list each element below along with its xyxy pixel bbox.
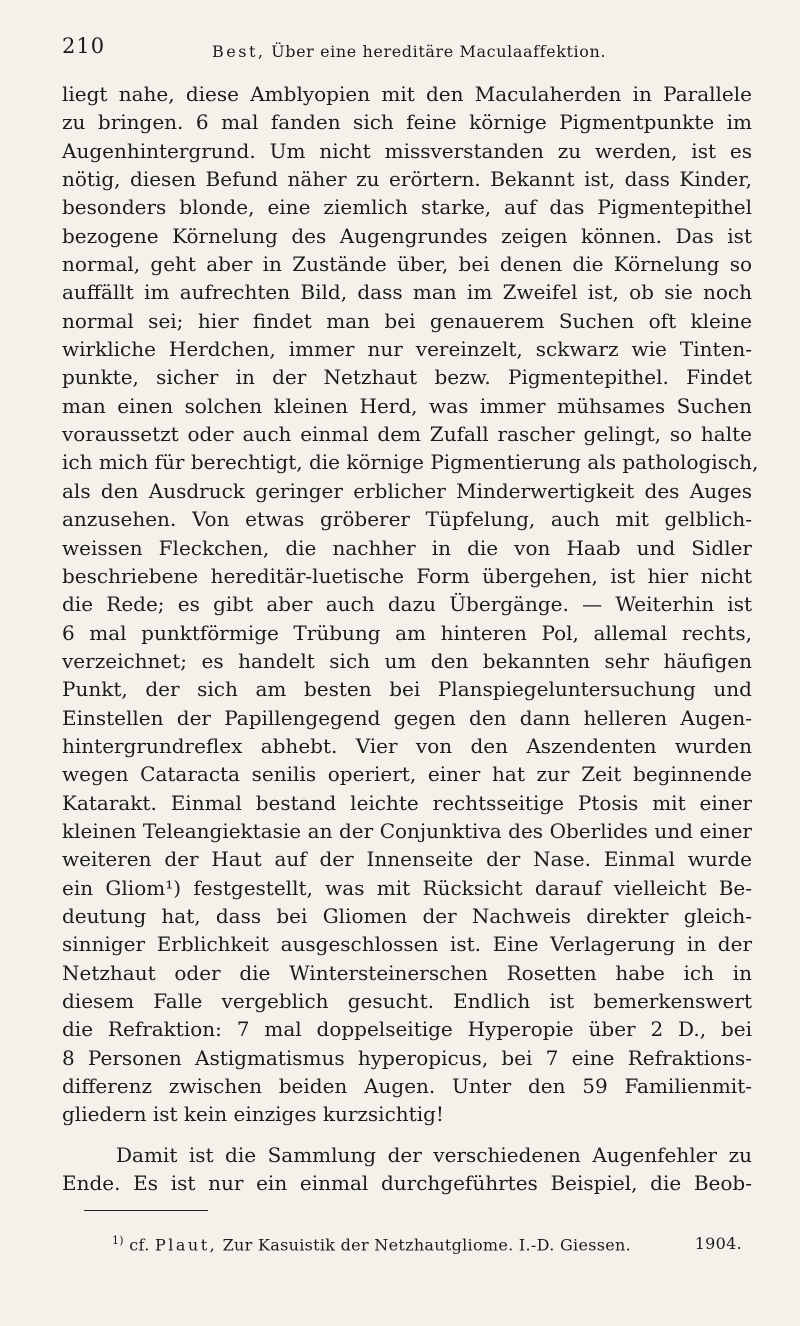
text-line: Katarakt. Einmal bestand leichte rechtsseitige Ptosis mit einer — [62, 790, 752, 815]
text-line: man einen solchen kleinen Herd, was immer mühsames Suchen — [62, 393, 752, 418]
text-line: diesem Falle vergeblich gesucht. Endlich ist bemerkenswert — [62, 989, 752, 1013]
running-head — [212, 42, 606, 61]
text-line: anzusehen. Von etwas gröberer Tüpfelung, auch mit gelblich- — [62, 507, 752, 532]
text-line: normal sei; hier findet man bei genauerem Suchen oft kleine — [62, 308, 752, 333]
footnote-prefix: cf. — [129, 1235, 150, 1255]
text-line: Damit ist die Sammlung der verschiedenen Augenfehler zu — [116, 1142, 752, 1167]
text-line: voraussetzt oder auch einmal dem Zufall rascher gelingt, so halte — [62, 422, 752, 447]
text-line: weiteren der Haut auf der Innenseite der Nase. Einmal wurde — [62, 847, 752, 872]
text-line: ein Gliom¹) festgestellt, was mit Rücksicht darauf vielleicht Be- — [62, 875, 752, 900]
text-line: beschriebene hereditär-luetische Form übergehen, ist hier nicht — [62, 563, 752, 588]
text-line: Netzhaut oder die Wintersteinerschen Rosetten habe ich in — [62, 960, 752, 985]
footnote-text: Zur Kasuistik der Netzhautgliome. I.-D. Giessen. — [222, 1235, 632, 1255]
text-line: die Refraktion: 7 mal doppelseitige Hyperopie über 2 D., bei — [62, 1017, 752, 1042]
body-text — [62, 80, 759, 1197]
text-line: 6 mal punktförmige Trübung am hinteren Pol, allemal rechts, — [62, 620, 752, 645]
text-line: sinniger Erblichkeit ausgeschlossen ist. Eine Verlagerung in der — [62, 932, 752, 957]
page-number: 210 — [62, 34, 106, 58]
text-line: kleinen Teleangiektasie an der Conjunktiva des Oberlides und einer — [62, 818, 752, 843]
page-header — [62, 34, 762, 64]
text-line: 8 Personen Astigmatismus hyperopicus, bei 7 eine Refraktions- — [62, 1045, 752, 1070]
text-line: deutung hat, dass bei Gliomen der Nachweis direkter gleich- — [62, 903, 752, 928]
text-line: hintergrundreflex abhebt. Vier von den Aszendenten wurden — [62, 733, 752, 758]
text-line: liegt nahe, diese Amblyopien mit den Maculaherden in Parallele — [62, 82, 752, 106]
text-line: normal, geht aber in Zustände über, bei denen die Körnelung so — [62, 252, 752, 277]
text-line: weissen Fleckchen, die nachher in die von Haab und Sidler — [62, 535, 752, 560]
footnote-author: Plaut, — [154, 1235, 218, 1255]
text-line: Einstellen der Papillengegend gegen den dann helleren Augen- — [62, 705, 752, 730]
footnote — [112, 1234, 752, 1254]
text-line: auffällt im aufrechten Bild, dass man im Zweifel ist, ob sie noch — [62, 280, 752, 305]
text-line: Augenhintergrund. Um nicht missverstanden zu werden, ist es — [62, 138, 752, 163]
text-line: differenz zwischen beiden Augen. Unter den 59 Familienmit- — [62, 1074, 752, 1099]
text-line: als den Ausdruck geringer erblicher Minderwertigkeit des Auges — [62, 478, 752, 503]
footnote-marker: 1) — [112, 1234, 124, 1247]
text-line: Ende. Es ist nur ein einmal durchgeführtes Beispiel, die Beob- — [62, 1171, 752, 1196]
text-line: bezogene Körnelung des Augengrundes zeigen können. Das ist — [62, 223, 752, 248]
footnote-divider — [84, 1210, 208, 1211]
text-line: punkte, sicher in der Netzhaut bezw. Pigmentepithel. Findet — [62, 365, 752, 390]
text-line: besonders blonde, eine ziemlich starke, auf das Pigmentepithel — [62, 195, 752, 220]
text-line: Punkt, der sich am besten bei Planspiegeluntersuchung und — [62, 677, 752, 702]
footnote-year: 1904. — [694, 1234, 742, 1253]
running-head-author: Best, — [212, 42, 266, 61]
text-line: wirkliche Herdchen, immer nur vereinzelt, sckwarz wie Tinten- — [62, 337, 752, 362]
text-line: gliedern ist kein einziges kurzsichtig! — [62, 1102, 444, 1127]
text-line: nötig, diesen Befund näher zu erörtern. Bekannt ist, dass Kinder, — [62, 167, 752, 192]
text-line: die Rede; es gibt aber auch dazu Übergänge. — Weiterhin ist — [62, 592, 752, 617]
paragraph-gap — [62, 1129, 752, 1141]
running-head-title: Über eine hereditäre Maculaaffektion. — [271, 42, 607, 61]
text-line: wegen Cataracta senilis operiert, einer hat zur Zeit beginnende — [62, 762, 752, 787]
text-line: verzeichnet; es handelt sich um den bekannten sehr häufigen — [62, 648, 752, 673]
text-line: ich mich für berechtigt, die körnige Pigmentierung als pathologisch, — [62, 450, 759, 475]
text-line: zu bringen. 6 mal fanden sich feine körnige Pigmentpunkte im — [62, 110, 752, 135]
